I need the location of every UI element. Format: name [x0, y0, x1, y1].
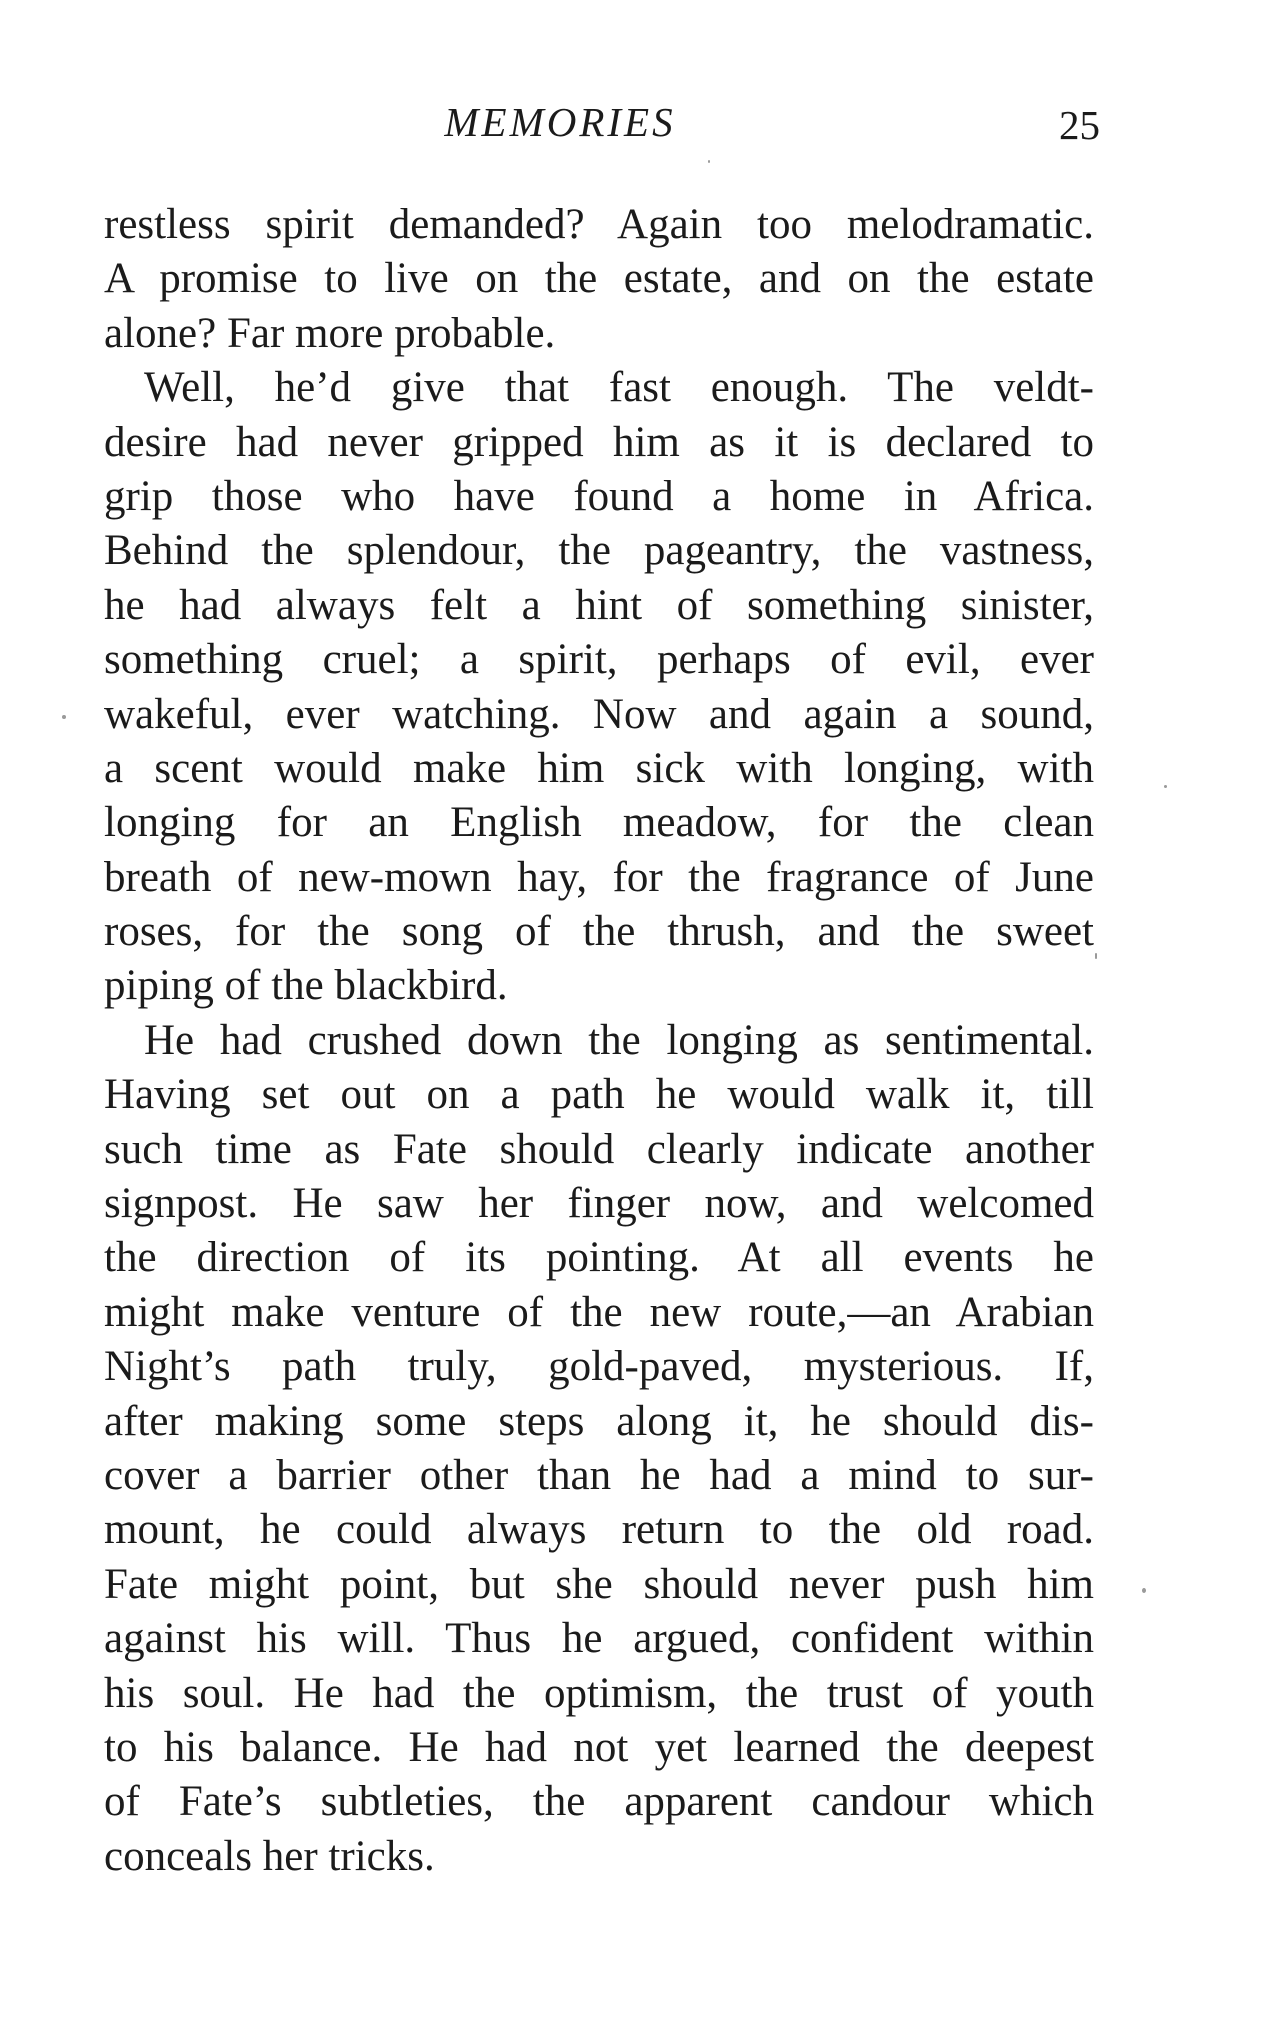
running-head: [0, 92, 1285, 152]
running-title: MEMORIES: [444, 99, 676, 145]
text-line: after making some steps along it, he should dis-: [104, 1397, 1094, 1445]
text-line: Night’s path truly, gold-paved, mysterious. If,: [104, 1343, 1094, 1391]
text-line: grip those who have found a home in Africa.: [104, 472, 1094, 520]
text-line: mount, he could always return to the old road.: [104, 1506, 1094, 1554]
scan-speck: [1095, 953, 1097, 959]
body-text: [104, 198, 1094, 1884]
paragraph-first-line: Well, he’d give that fast enough. The veldt-: [144, 364, 1094, 412]
paragraph-first-line: He had crushed down the longing as sentimental.: [144, 1016, 1094, 1064]
scan-speck: [1164, 785, 1167, 788]
text-line: to his balance. He had not yet learned the deepest: [104, 1723, 1094, 1771]
text-line: might make venture of the new route,—an Arabian: [104, 1288, 1094, 1336]
text-line: of Fate’s subtleties, the apparent candour which: [104, 1778, 1094, 1826]
text-line: against his will. Thus he argued, confident within: [104, 1615, 1094, 1663]
text-line: Having set out on a path he would walk it, till: [104, 1071, 1094, 1119]
text-line: the direction of its pointing. At all events he: [104, 1234, 1094, 1282]
text-line: A promise to live on the estate, and on the estate: [104, 255, 1094, 303]
text-line: a scent would make him sick with longing, with: [104, 744, 1094, 792]
text-line: he had always felt a hint of something sinister,: [104, 581, 1094, 629]
text-line: roses, for the song of the thrush, and the sweet: [104, 908, 1094, 956]
scan-speck: [62, 715, 66, 719]
text-line: such time as Fate should clearly indicate another: [104, 1125, 1094, 1173]
text-line: piping of the blackbird.: [104, 962, 508, 1010]
page-number: 25: [1059, 102, 1100, 148]
text-line: signpost. He saw her finger now, and welcomed: [104, 1180, 1094, 1228]
text-line: breath of new-mown hay, for the fragrance of June: [104, 853, 1094, 901]
text-line: desire had never gripped him as it is declared to: [104, 418, 1094, 466]
text-line: conceals her tricks.: [104, 1832, 435, 1880]
text-line: cover a barrier other than he had a mind to sur-: [104, 1451, 1094, 1499]
text-line: longing for an English meadow, for the clean: [104, 799, 1094, 847]
text-line: restless spirit demanded? Again too melodramatic.: [104, 201, 1094, 248]
text-line: Behind the splendour, the pageantry, the vastness,: [104, 527, 1094, 575]
text-line: his soul. He had the optimism, the trust of youth: [104, 1669, 1094, 1717]
text-line: alone? Far more probable.: [104, 309, 556, 357]
scan-speck: [708, 160, 710, 163]
text-line: wakeful, ever watching. Now and again a sound,: [104, 690, 1094, 738]
text-line: Fate might point, but she should never push him: [104, 1560, 1094, 1608]
scan-speck: [1142, 1588, 1146, 1593]
text-line: something cruel; a spirit, perhaps of evil, ever: [104, 636, 1094, 684]
